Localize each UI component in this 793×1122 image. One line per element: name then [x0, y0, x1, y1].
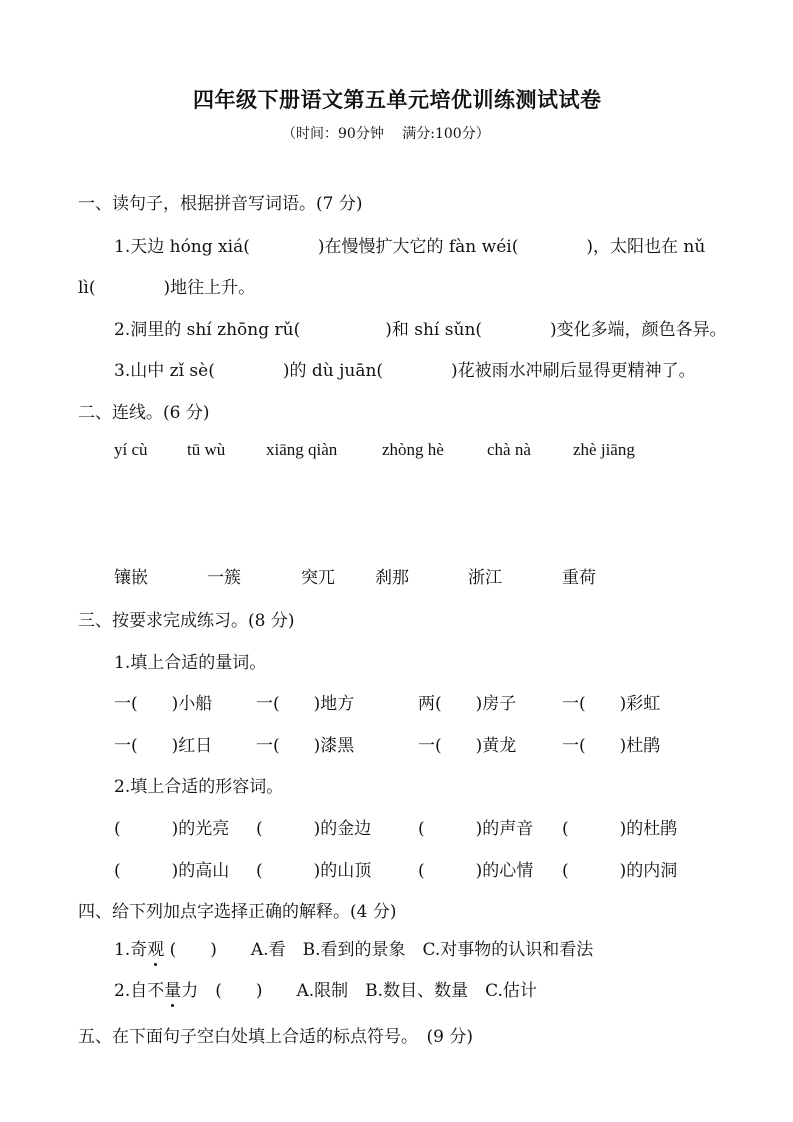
dotted-character: 量 [164, 976, 181, 1001]
adjective-item: ( )的高山 [114, 861, 230, 881]
pinyin-item: yí cù [114, 440, 148, 459]
q1-line-1b: lì( )地往上升。 [78, 278, 256, 298]
q1-line-2: 2.洞里的 shí zhōng rǔ( )和 shí sǔn( )变化多端，颜色各异。 [114, 320, 727, 340]
q3-sub-1: 1.填上合适的量词。 [114, 653, 267, 673]
measure-item: 一( )地方 [256, 694, 355, 714]
pinyin-item: xiāng qiàn [266, 440, 338, 459]
measure-item: 两( )房子 [418, 694, 517, 714]
word-item: 一簇 [207, 568, 241, 588]
word-item: 刹那 [375, 568, 409, 588]
section-1-heading: 一、读句子，根据拼音写词语。(7 分) [78, 194, 363, 214]
q4-item-1-prefix: 1.奇 [114, 940, 148, 960]
word-item: 重荷 [562, 568, 596, 588]
adjective-item: ( )的声音 [418, 819, 534, 839]
adjective-item: ( )的光亮 [114, 819, 230, 839]
pinyin-item: tū wù [187, 440, 226, 459]
q4-item-1 [114, 935, 593, 960]
section-5-heading: 五、在下面句子空白处填上合适的标点符号。 (9 分) [78, 1027, 473, 1047]
adjective-item: ( )的金边 [256, 819, 372, 839]
dotted-character: 观 [147, 935, 164, 960]
adjective-item: ( )的山顶 [256, 861, 372, 881]
section-4-heading: 四、给下列加点字选择正确的解释。(4 分) [78, 902, 397, 922]
adjective-item: ( )的心情 [418, 861, 534, 881]
pinyin-item: zhè jiāng [573, 440, 635, 459]
measure-item: 一( )杜鹃 [562, 736, 661, 756]
adjective-item: ( )的内洞 [562, 861, 678, 881]
pinyin-item: zhòng hè [382, 440, 444, 459]
measure-item: 一( )彩虹 [562, 694, 661, 714]
q4-item-2 [114, 976, 537, 1001]
measure-item: 一( )漆黑 [256, 736, 355, 756]
section-3-heading: 三、按要求完成练习。(8 分) [78, 611, 295, 631]
adjective-item: ( )的杜鹃 [562, 819, 678, 839]
word-item: 浙江 [468, 568, 502, 588]
measure-item: 一( )黄龙 [418, 736, 517, 756]
page-subtitle: （时间：90分钟 满分:100分） [282, 126, 490, 142]
measure-item: 一( )红日 [114, 736, 213, 756]
section-2-heading: 二、连线。(6 分) [78, 403, 210, 423]
q4-item-2-prefix: 2.自不 [114, 981, 165, 1001]
word-item: 镶嵌 [114, 568, 148, 588]
pinyin-item: chà nà [487, 440, 531, 459]
q1-line-3: 3.山中 zǐ sè( )的 dù juān( )花被雨水冲刷后显得更精神了。 [114, 361, 696, 381]
q4-item-1-options: ( ) A.看 B.看到的景象 C.对事物的认识和看法 [164, 940, 594, 960]
page-title: 四年级下册语文第五单元培优训练测试试卷 [193, 87, 602, 112]
q3-sub-2: 2.填上合适的形容词。 [114, 777, 284, 797]
q4-item-2-options: 力 ( ) A.限制 B.数目、数量 C.估计 [181, 981, 537, 1001]
word-item: 突兀 [301, 568, 335, 588]
q1-line-1a: 1.天边 hóng xiá( )在慢慢扩大它的 fàn wéi( )，太阳也在 nǔ [114, 237, 706, 257]
measure-item: 一( )小船 [114, 694, 213, 714]
